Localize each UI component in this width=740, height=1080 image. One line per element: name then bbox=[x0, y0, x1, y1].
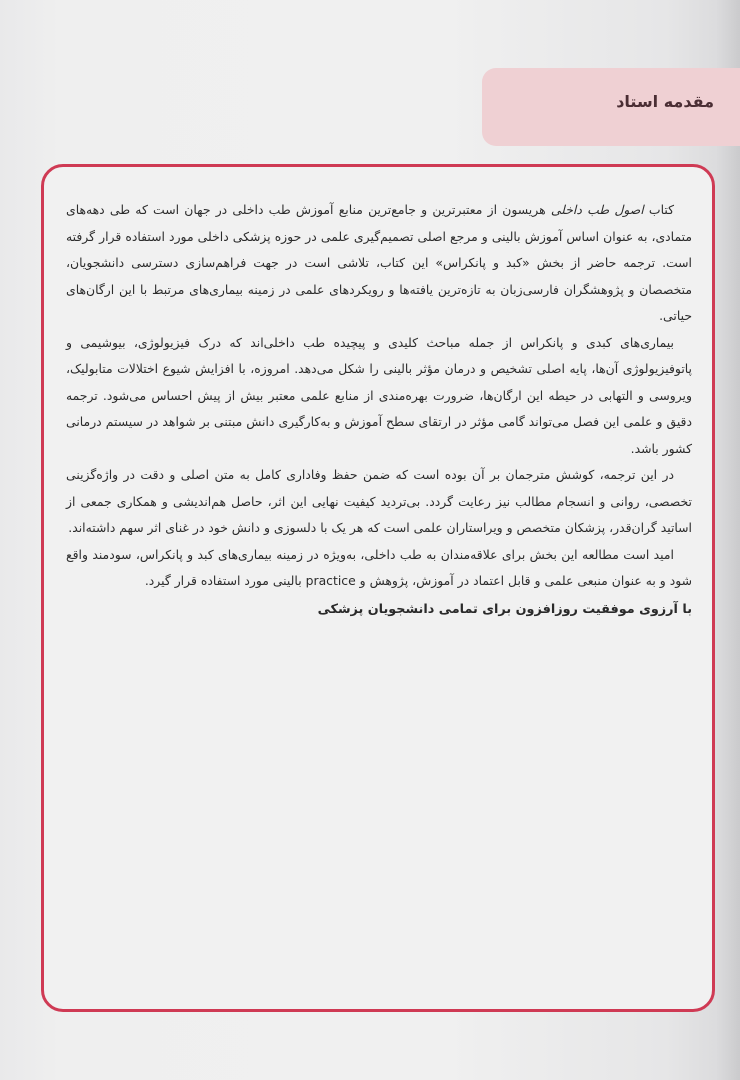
paragraph-1-rest: هریسون از معتبرترین و جامع‌ترین منابع آموزش طب داخلی در جهان است که طی دهه‌های متمادی، به عنوان اساس آموزش بالینی و مرجع اصلی تصمیم‌گیری علمی در حوزه پزشکی داخلی مورد استفاده قرار گرفته است. ترجمه حاضر از بخش «کبد و پانکراس» این کتاب، تلاشی است در جهت فراهم‌سازی دسترسی دانشجویان، متخصصان و پژوهشگران فارسی‌زبان به تازه‌ترین یافته‌ها و رویکردهای علمی در زمینه بیماری‌های مرتبط با این ارگان‌های حیاتی. bbox=[66, 202, 692, 323]
section-header-tab bbox=[482, 68, 740, 146]
paragraph-1-lead: کتاب bbox=[643, 202, 674, 217]
page-edge-shadow bbox=[716, 0, 740, 1080]
closing-line: با آرزوی موفقیت روزافزون برای تمامی دانشجویان پزشکی bbox=[317, 601, 692, 617]
preface-frame bbox=[41, 164, 715, 1012]
paragraph-1 bbox=[66, 197, 692, 330]
paragraph-2: بیماری‌های کبدی و پانکراس از جمله مباحث کلیدی و پیچیده طب داخلی‌اند که درک فیزیولوژی، بیوشیمی و پاتوفیزیولوژی آن‌ها، پایه اصلی تشخیص و درمان مؤثر بالینی را شکل می‌دهد. امروزه، با افزایش شیوع اختلالات متابولیک، ویروسی و التهابی در حیطه این ارگان‌ها، ضرورت بهره‌مندی از منابع علمی معتبر بیش از پیش احساس می‌شود. ترجمه دقیق و علمی این فصل می‌تواند گامی مؤثر در ارتقای سطح آموزش و به‌کارگیری دانش مبتنی بر شواهد در سیستم درمانی کشور باشد. bbox=[66, 334, 692, 456]
section-title: مقدمه استاد bbox=[616, 92, 714, 111]
preface-text bbox=[66, 197, 692, 623]
book-title-italic: اصول طب داخلی bbox=[550, 202, 644, 217]
paragraph-3: در این ترجمه، کوشش مترجمان بر آن بوده است که ضمن حفظ وفاداری کامل به متن اصلی و دقت در واژه‌گزینی تخصصی، روانی و انسجام مطالب نیز رعایت گردد. بی‌تردید کیفیت نهایی این اثر، حاصل هم‌اندیشی و همکاری جمعی از اساتید گران‌قدر، پزشکان متخصص و ویراستاران علمی است که هر یک با دلسوزی و دانش خود در غنای اثر سهم داشته‌اند. bbox=[66, 467, 692, 535]
paragraph-4: امید است مطالعه این بخش برای علاقه‌مندان به طب داخلی، به‌ویژه در زمینه بیماری‌های کبد و پانکراس، سودمند واقع شود و به عنوان منبعی علمی و قابل اعتماد در آموزش، پژوهش و practice بالینی مورد استفاده قرار گیرد. bbox=[66, 546, 692, 588]
